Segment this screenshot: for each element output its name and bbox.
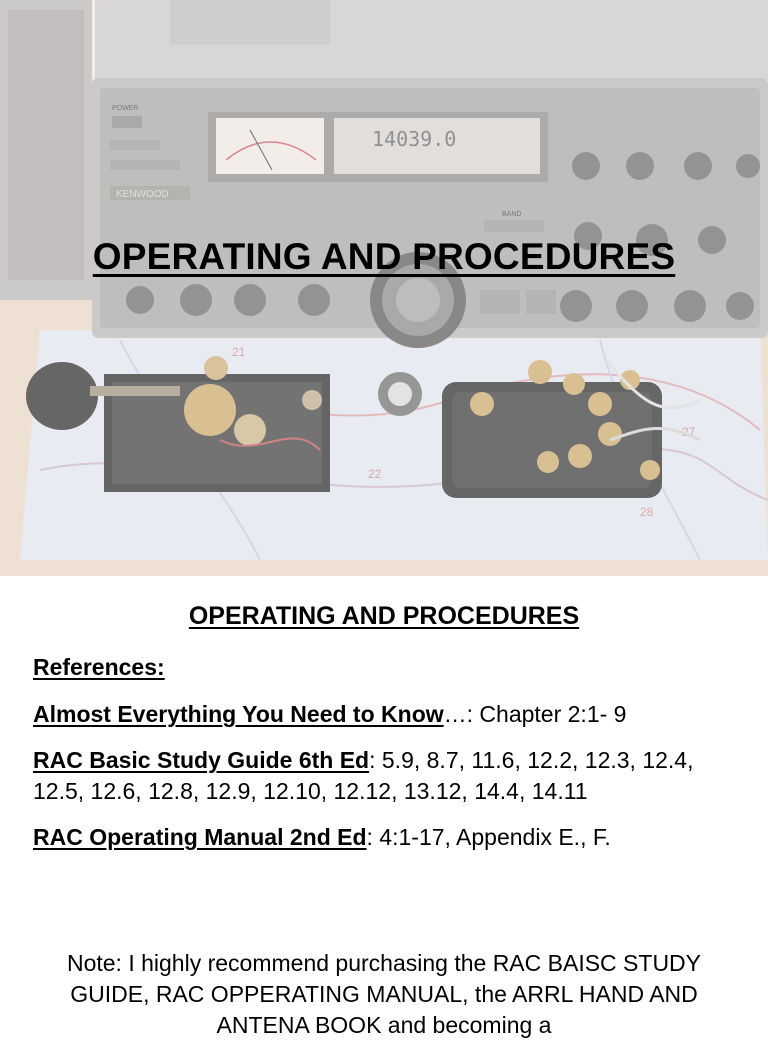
reference-detail: : 5.9, 8.7, 11.6, 12.2, 12.3, 12.4, 12.5, 12.6, 12.8, 12.9, 12.10, 12.12, 13.12, 14.4, 14.11	[33, 747, 694, 804]
slide-title: OPERATING AND PROCEDURES	[92, 236, 676, 277]
frequency-readout: 14039.0	[372, 127, 457, 151]
reference-detail: : 4:1-17, Appendix E., F.	[366, 824, 611, 850]
reference-item-3	[33, 822, 748, 853]
document-title: OPERATING AND PROCEDURES	[188, 602, 580, 630]
power-label: POWER	[112, 105, 139, 112]
recommendation-note: Note: I highly recommend purchasing the RAC BAISC STUDY GUIDE, RAC OPPERATING MANUAL, the ARRL HAND AND ANTENA BOOK and becoming a	[66, 950, 702, 1038]
reference-item-1	[33, 699, 748, 730]
map-number-27: 27	[682, 425, 696, 439]
reference-item-2	[33, 745, 748, 807]
reference-source: Almost Everything You Need to Know	[33, 701, 444, 727]
map-number-22: 22	[368, 467, 382, 481]
reference-source: RAC Basic Study Guide 6th Ed	[33, 747, 370, 773]
reference-source: RAC Operating Manual 2nd Ed	[33, 824, 367, 850]
map-number-28: 28	[640, 505, 654, 519]
references-heading: References:	[33, 654, 165, 680]
brand-label: KENWOOD	[116, 189, 169, 200]
map-number-21: 21	[232, 345, 246, 359]
reference-detail: …: Chapter 2:1- 9	[443, 701, 627, 727]
band-label: BAND	[502, 211, 522, 218]
